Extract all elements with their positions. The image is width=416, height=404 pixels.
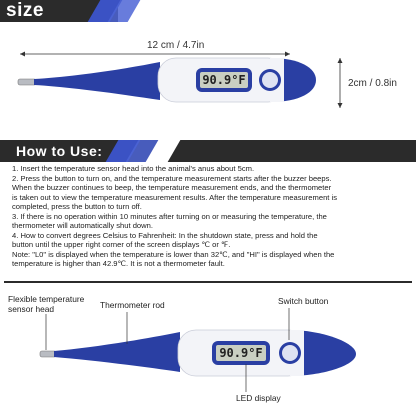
instruction-line: Note: "L0" is displayed when the temperature is lower than 32℃, and "HI" is displayed when the xyxy=(12,249,335,259)
instruction-line: 2. Press the button to turn on, and the temperature measurement starts after the buzzer beeps. xyxy=(12,173,332,183)
lcd-reading-top: 90.9°F xyxy=(202,73,246,87)
length-dimension: 12 cm / 4.7in xyxy=(147,40,205,51)
howto-banner-title: How to Use: xyxy=(16,143,103,159)
howto-banner xyxy=(0,140,416,162)
instruction-line: is taken out to view the temperature measurement results. After the temperature measurement is xyxy=(12,192,337,202)
size-banner-title: size xyxy=(6,0,44,21)
width-dimension: 2cm / 0.8in xyxy=(348,78,397,89)
instructions xyxy=(12,164,408,269)
instruction-line: 1. Insert the temperature sensor head into the animal's anus about 5cm. xyxy=(12,164,255,173)
sensor-head-label-line1: Flexible temperature xyxy=(8,294,85,304)
howto-banner-chevrons xyxy=(100,140,160,162)
instruction-line: thermometer will automatically shut down. xyxy=(12,221,153,231)
instruction-line: completed, press the button to turn off. xyxy=(12,202,142,212)
thermometer-top xyxy=(18,58,316,102)
switch-label: Switch button xyxy=(278,296,329,306)
sensor-head-label xyxy=(8,294,84,314)
thermometer-bottom xyxy=(40,330,356,376)
instruction-line: When the buzzer continues to beep, the temperature measurement ends, and the thermometer xyxy=(12,183,332,193)
instruction-line: temperature is higher than 42.9℃. It is not a thermometer fault. xyxy=(12,259,225,269)
instruction-line: 4. How to convert degrees Celsius to Fahrenheit: In the shutdown state, press and hold the xyxy=(12,230,318,240)
divider xyxy=(4,281,412,283)
rod-label: Thermometer rod xyxy=(100,300,165,310)
lcd-reading-bottom: 90.9°F xyxy=(219,346,263,360)
sensor-head-label-line2: sensor head xyxy=(8,304,55,314)
instruction-line: button until the upper right corner of the screen displays ℃ or ℉. xyxy=(12,240,231,250)
instruction-line: 3. If there is no operation within 10 minutes after turning on or measuring the temperature, the xyxy=(12,211,327,221)
display-label: LED display xyxy=(236,393,281,403)
